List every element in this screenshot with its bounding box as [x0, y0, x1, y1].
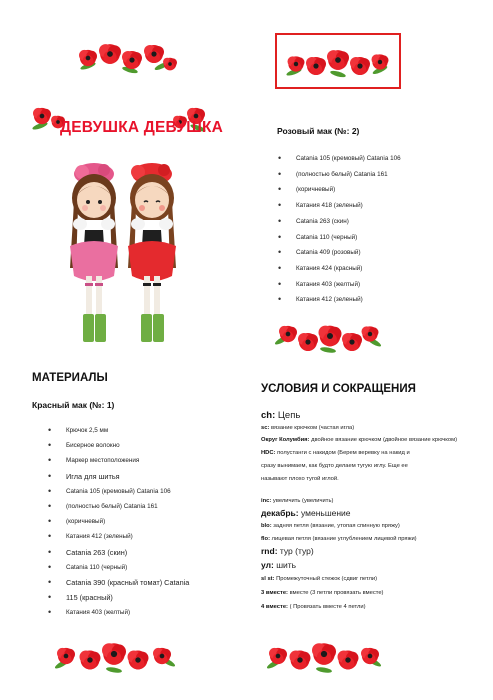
poppy-decoration-bottom-right — [262, 632, 386, 678]
term-text: шить — [273, 560, 297, 570]
list-item: • Игла для шитья — [48, 469, 189, 484]
list-item: • (полностью белый) Catania 161 — [48, 499, 189, 514]
poppy-decoration-middle-right — [272, 314, 384, 358]
poppy-decoration-top-left — [70, 36, 180, 80]
abbreviations-list — [261, 409, 486, 614]
term-abbr: Округ Колумбия: — [261, 437, 310, 443]
list-item: • Крючок 2,5 мм — [48, 423, 189, 438]
list-item: • Catania 390 (красный томат) Catania — [48, 575, 189, 590]
list-item: • Катания 403 (желтый) — [48, 605, 189, 620]
term-text: двойное вязание крючком (двойное вязание крючком) — [309, 437, 458, 443]
term-abbr: HDC: — [261, 450, 276, 456]
term-abbr: 4 вместе: — [261, 604, 288, 610]
term-abbr: ул: — [261, 560, 274, 570]
term-text: вместе (3 петли провязать вместе) — [287, 590, 384, 596]
term-abbr: inc: — [261, 498, 272, 504]
list-item: • Катания 412 (зеленый) — [48, 529, 189, 544]
term-text: тур (тур) — [277, 546, 314, 556]
pink-poppy-list — [278, 151, 401, 308]
list-item: • 115 (красный) — [48, 590, 189, 605]
term-text: уменьшение — [298, 508, 351, 518]
list-item: • Катания 403 (желтый) — [278, 277, 401, 293]
list-item: • Катания 412 (зеленый) — [278, 292, 401, 308]
term-continuation: сразу вынимаем, как будто делаем тугую иглу. Еще ее — [261, 463, 408, 469]
list-item: • Маркер местоположения — [48, 453, 189, 468]
term-text: лицевая петля (вязание углублением лицевой пряжи) — [270, 536, 417, 542]
list-item: • Бисерное волокно — [48, 438, 189, 453]
term-abbr: flo: — [261, 536, 271, 542]
dolls-photo — [58, 158, 188, 356]
term-abbr: декабрь: — [261, 508, 299, 518]
list-item: • Катания 424 (красный) — [278, 261, 401, 277]
red-poppy-heading: Красный мак (№: 1) — [32, 400, 115, 410]
list-item: • Catania 409 (розовый) — [278, 245, 401, 261]
term-abbr: blo: — [261, 523, 272, 529]
term-abbr: 3 вместе: — [261, 590, 288, 596]
list-item: • Катания 418 (зеленый) — [278, 198, 401, 214]
poppy-decoration-bottom-left — [50, 632, 180, 678]
page-title: ДЕВУШКА ДЕВУШКА — [60, 119, 224, 136]
term-text: полустанги с накидом (Берем веревку на накид и — [275, 450, 410, 456]
pink-poppy-heading: Розовый мак (№: 2) — [277, 126, 360, 136]
term-abbr: sc: — [261, 425, 270, 431]
list-item: • (коричневый) — [48, 514, 189, 529]
list-item: • Catania 105 (кремовый) Catania 106 — [48, 484, 189, 499]
term-abbr: sl st: — [261, 576, 275, 582]
term-text: вязание крючком (частая игла) — [269, 425, 355, 431]
list-item: • Catania 110 (черный) — [278, 230, 401, 246]
list-item: • Catania 105 (кремовый) Catania 106 — [278, 151, 401, 167]
list-item: • Catania 110 (черный) — [48, 560, 189, 575]
term-text: Цепь — [275, 410, 301, 421]
list-item: • Catania 263 (скин) — [278, 214, 401, 230]
list-item: • Catania 263 (скин) — [48, 545, 189, 560]
term-continuation: называют плохо тугой иглой. — [261, 476, 339, 482]
selected-image-frame — [275, 33, 401, 89]
term-text: Промежуточный стежок (сдвиг петли) — [274, 576, 378, 582]
conditions-heading: УСЛОВИЯ И СОКРАЩЕНИЯ — [261, 383, 416, 395]
term-abbr: ch: — [261, 410, 276, 421]
term-text: увеличить (увеличить) — [271, 498, 334, 504]
term-abbr: rnd: — [261, 546, 278, 556]
term-text: задняя петля (вязание, утопая спинную пряжу) — [271, 523, 400, 529]
list-item: • (коричневый) — [278, 182, 401, 198]
list-item: • (полностью белый) Catania 161 — [278, 167, 401, 183]
term-text: ( Провязать вместе 4 петли) — [287, 604, 366, 610]
materials-heading: МАТЕРИАЛЫ — [32, 372, 108, 384]
red-poppy-list — [48, 423, 189, 621]
